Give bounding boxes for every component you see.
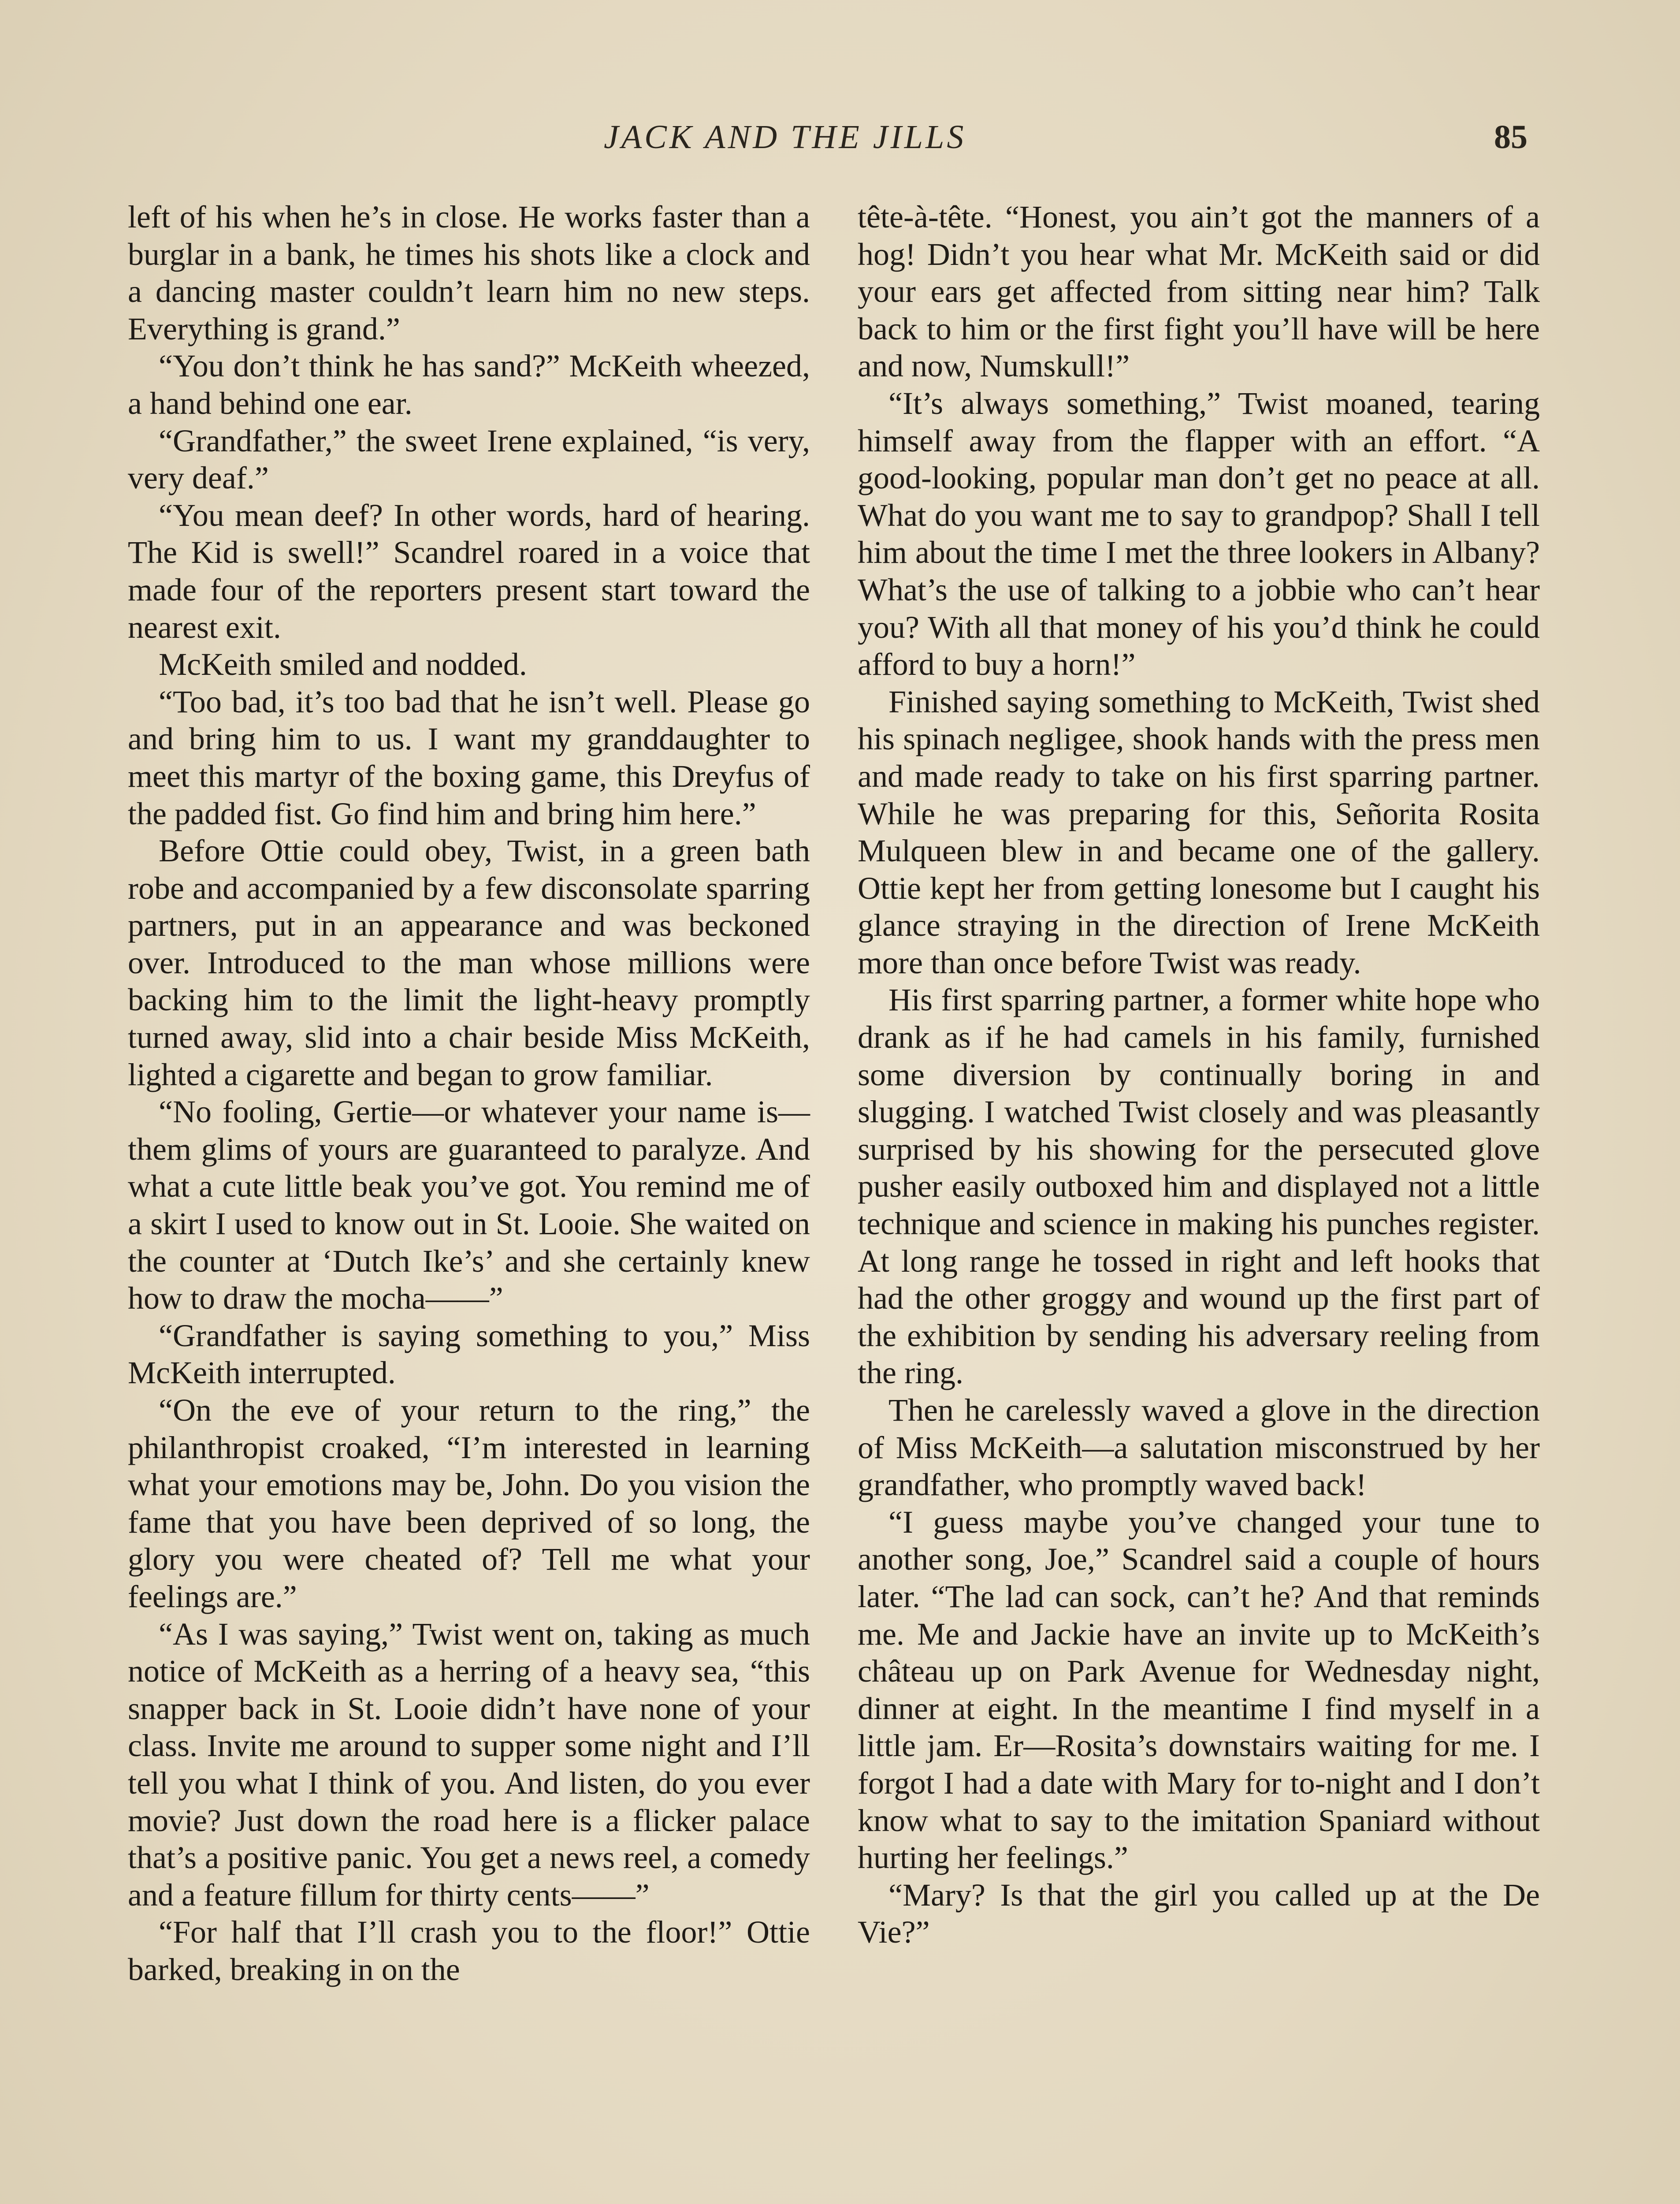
- paragraph: “Grandfather,” the sweet Irene explained, “is very, very deaf.”: [128, 423, 810, 496]
- paragraph: “On the eve of your return to the ring,” the philanthropist croaked, “I’m interested in learning what your emotions may be, John. Do you vision the fame that you have been deprived of so long, the glory you were cheated of? Tell me what your feelings are.”: [128, 1392, 810, 1614]
- left-text-column: [128, 198, 810, 1988]
- paragraph: “For half that I’ll crash you to the floor!” Ottie barked, breaking in on the: [128, 1914, 810, 1987]
- paragraph: Finished saying something to McKeith, Twist shed his spinach negligee, shook hands with the press men and made ready to take on his first sparring partner. While he was preparing for this, Señorita Rosita Mulqueen blew in and became one of the gallery. Ottie kept her from getting lonesome but I caught his glance straying in the direction of Irene McKeith more than once before Twist was ready.: [858, 684, 1540, 980]
- page-number: 85: [1494, 119, 1528, 156]
- paragraph: “You mean deef? In other words, hard of hearing. The Kid is swell!” Scandrel roared in a voice that made four of the reporters present start toward the nearest exit.: [128, 497, 810, 645]
- right-text-column: [858, 198, 1540, 1951]
- paragraph: His first sparring partner, a former white hope who drank as if he had camels in his family, furnished some diversion by continually boring in and slugging. I watched Twist closely and was pleasantly surprised by his showing for the persecuted glove pusher easily outboxed him and displayed not a little technique and science in making his punches register. At long range he tossed in right and left hooks that had the other groggy and wound up the first part of the exhibition by sending his adversary reeling from the ring.: [858, 982, 1540, 1391]
- paragraph: “Grandfather is saying something to you,” Miss McKeith interrupted.: [128, 1318, 810, 1391]
- paragraph: “It’s always something,” Twist moaned, tearing himself away from the flapper with an effort. “A good-looking, popular man don’t get no peace at all. What do you want me to say to grandpop? Shall I tell him about the time I met the three lookers in Albany? What’s the use of talking to a jobbie who can’t hear you? With all that money of his you’d think he could afford to buy a horn!”: [858, 385, 1540, 682]
- paragraph: “As I was saying,” Twist went on, taking as much notice of McKeith as a herring of a heavy sea, “this snapper back in St. Looie didn’t have none of your class. Invite me around to supper some night and I’ll tell you what I think of you. And listen, do you ever movie? Just down the road here is a flicker palace that’s a positive panic. You get a news reel, a comedy and a feature fillum for thirty cents——”: [128, 1616, 810, 1913]
- paragraph: McKeith smiled and nodded.: [159, 647, 527, 682]
- paragraph: “I guess maybe you’ve changed your tune to another song, Joe,” Scandrel said a couple of hours later. “The lad can sock, can’t he? And that reminds me. Me and Jackie have an invite up to McKeith’s château up on Park Avenue for Wednesday night, dinner at eight. In the meantime I find myself in a little jam. Er—Rosita’s downstairs waiting for me. I forgot I had a date with Mary for to-night and I don’t know what to say to the imitation Spaniard without hurting her feelings.”: [858, 1504, 1540, 1876]
- paragraph: “You don’t think he has sand?” McKeith wheezed, a hand behind one ear.: [128, 348, 810, 421]
- paragraph: Then he carelessly waved a glove in the direction of Miss McKeith—a salutation misconstrued by her grandfather, who promptly waved back!: [858, 1392, 1540, 1503]
- paragraph: tête-à-tête. “Honest, you ain’t got the manners of a hog! Didn’t you hear what Mr. McKeith said or did your ears get affected from sitting near him? Talk back to him or the first fight you’ll have will be here and now, Numskull!”: [858, 199, 1540, 384]
- paragraph: “Too bad, it’s too bad that he isn’t well. Please go and bring him to us. I want my granddaughter to meet this martyr of the boxing game, this Dreyfus of the padded fist. Go find him and bring him here.”: [128, 684, 810, 831]
- running-title: JACK AND THE JILLS: [604, 119, 966, 156]
- paragraph: “Mary? Is that the girl you called up at the De Vie?”: [858, 1877, 1540, 1950]
- paragraph: Before Ottie could obey, Twist, in a green bath robe and accompanied by a few disconsolate sparring partners, put in an appearance and was beckoned over. Introduced to the man whose millions were backing him to the limit the light-heavy promptly turned away, slid into a chair beside Miss McKeith, lighted a cigarette and began to grow familiar.: [128, 833, 810, 1092]
- paragraph: “No fooling, Gertie—or whatever your name is—them glims of yours are guaranteed to paralyze. And what a cute little beak you’ve got. You remind me of a skirt I used to know out in St. Looie. She waited on the counter at ‘Dutch Ike’s’ and she certainly knew how to draw the mocha——”: [128, 1094, 810, 1316]
- paragraph: left of his when he’s in close. He works faster than a burglar in a bank, he times his shots like a clock and a dancing master couldn’t learn him no new steps. Everything is grand.”: [128, 199, 810, 346]
